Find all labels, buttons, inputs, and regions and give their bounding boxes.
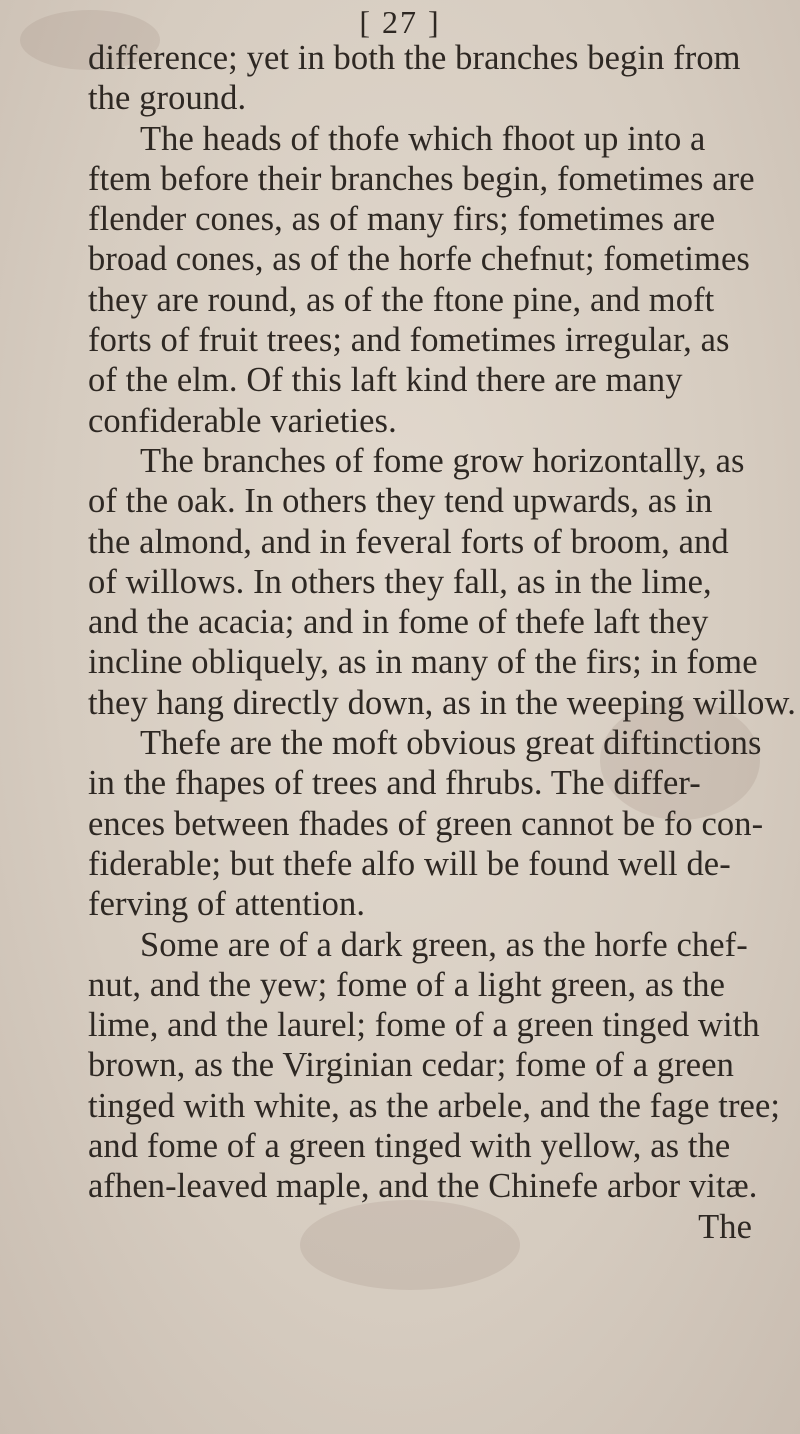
text-line: nut, and the yew; fome of a light green, as the: [88, 965, 726, 1004]
text-line: of the oak. In others they tend upwards, as in: [88, 482, 713, 521]
text-line: confiderable varieties.: [88, 401, 397, 440]
text-line: incline obliquely, as in many of the firs; in fome: [88, 643, 758, 682]
text-line: brown, as the Virginian cedar; fome of a green: [88, 1046, 734, 1085]
text-line: ftem before their branches begin, fometimes are: [88, 159, 755, 198]
text-line: tinged with white, as the arbele, and the fage tree;: [88, 1086, 781, 1125]
text-line: of the elm. Of this laft kind there are many: [88, 361, 683, 400]
text-line: and the acacia; and in fome of thefe laft they: [88, 603, 709, 642]
text-line: ferving of attention.: [88, 885, 366, 924]
text-line: difference; yet in both the branches begin from: [88, 39, 741, 77]
text-line: the almond, and in feveral forts of broom, and: [88, 522, 729, 561]
text-line: they hang directly down, as in the weeping willow.: [88, 683, 796, 722]
text-line: and fome of a green tinged with yellow, as the: [88, 1127, 731, 1166]
catchword: The: [698, 1207, 752, 1246]
text-line: flender cones, as of many firs; fometimes are: [88, 200, 716, 239]
text-line: fiderable; but thefe alfo will be found well de-: [88, 844, 731, 883]
page-body: [88, 38, 796, 1247]
text-line: forts of fruit trees; and fometimes irregular, as: [88, 321, 730, 360]
text-line: they are round, as of the ftone pine, and moft: [88, 280, 715, 319]
text-line: of willows. In others they fall, as in the lime,: [88, 562, 712, 601]
text-line: The branches of fome grow horizontally, as: [140, 441, 745, 480]
text-line: ences between fhades of green cannot be fo con-: [88, 804, 764, 843]
text-line: lime, and the laurel; fome of a green tinged with: [88, 1006, 760, 1045]
text-line: afhen-leaved maple, and the Chinefe arbor vitæ.: [88, 1167, 758, 1206]
text-line: the ground.: [88, 79, 247, 118]
text-line: broad cones, as of the horfe chefnut; fometimes: [88, 240, 750, 279]
page-number: [ 27 ]: [359, 4, 441, 40]
text-line: in the fhapes of trees and fhrubs. The differ-: [88, 764, 701, 803]
text-line: The heads of thofe which fhoot up into a: [140, 119, 706, 158]
text-line: Some are of a dark green, as the horfe chef-: [140, 925, 748, 964]
text-line: Thefe are the moft obvious great diftinctions: [140, 724, 762, 763]
